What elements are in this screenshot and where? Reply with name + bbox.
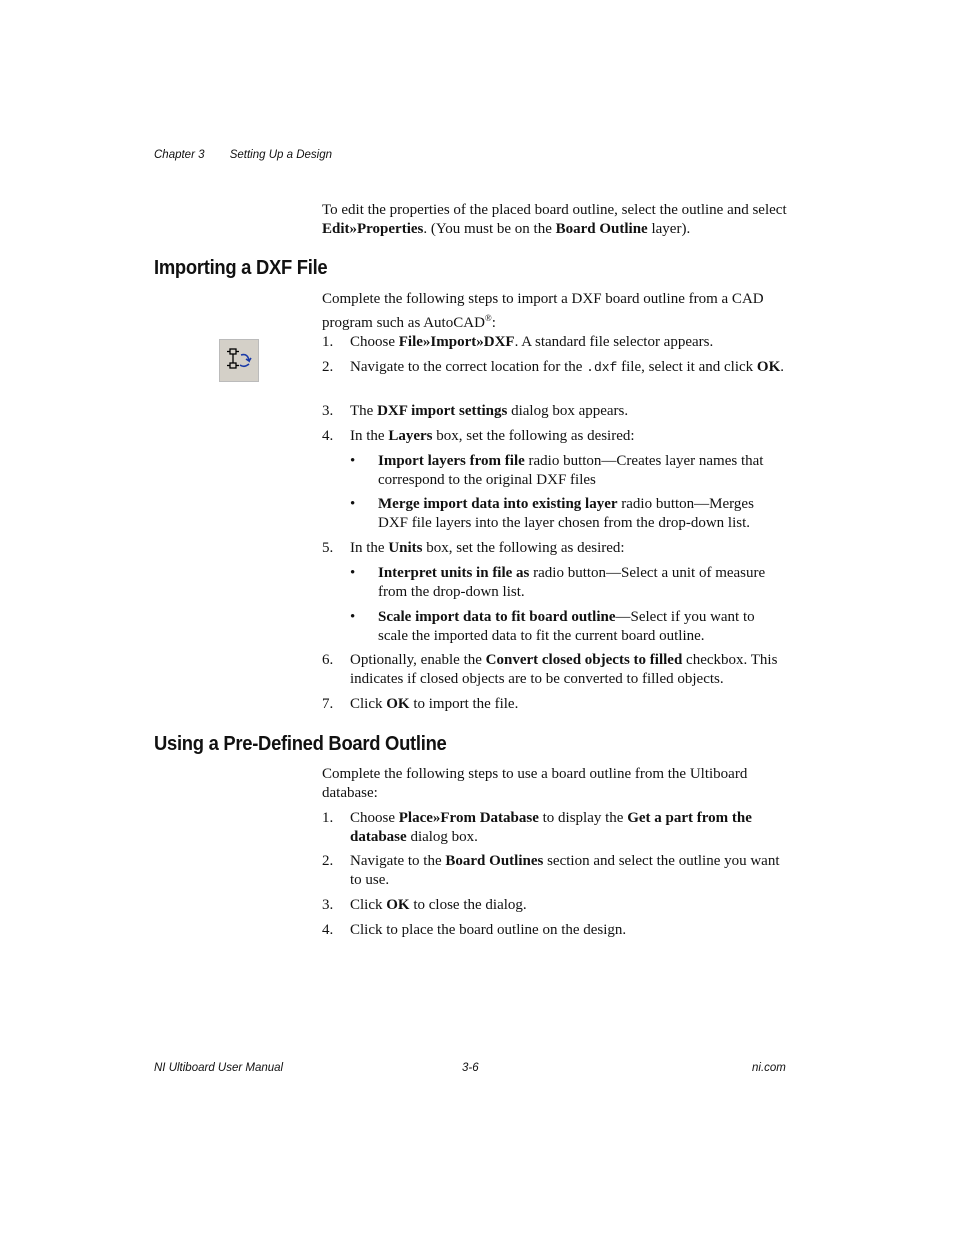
intro-paragraph xyxy=(322,201,787,239)
step-text: In the xyxy=(350,428,389,444)
step-text: to display the xyxy=(538,810,628,826)
step-text: dialog box. xyxy=(406,829,478,845)
step-text: . A standard file selector appears. xyxy=(514,334,714,350)
option-desc: —Select if you want to scale the imported data to fit the current board outline. xyxy=(378,609,755,644)
step-text: . xyxy=(780,359,784,375)
step-text: The xyxy=(350,403,378,419)
dxf-step-1 xyxy=(322,333,787,352)
dialog-name: Get a part from the database xyxy=(350,810,752,845)
option-desc: radio button—Creates layer names that correspond to the original DXF files xyxy=(378,453,764,488)
predef-heading: Using a Pre-Defined Board Outline xyxy=(154,733,447,755)
step-text: Click to place the board outline on the design. xyxy=(350,922,627,938)
button-name: OK xyxy=(386,696,410,712)
step-text: Navigate to the xyxy=(350,853,446,869)
step-number: 4. xyxy=(322,428,334,444)
step-number: 1. xyxy=(322,334,334,350)
file-extension: .dxf xyxy=(586,360,618,375)
step-text: In the xyxy=(350,540,389,556)
option-name: Scale import data to fit board outline xyxy=(378,609,616,625)
option-name: Interpret units in file as xyxy=(378,565,530,581)
dxf-step-7 xyxy=(322,695,787,714)
option-desc: radio button—Merges DXF file layers into the layer chosen from the drop-down list. xyxy=(378,496,754,531)
step-text: Click xyxy=(350,897,387,913)
step-number: 3. xyxy=(322,403,334,419)
intro-text-3: layer). xyxy=(647,221,691,237)
units-bullet-2 xyxy=(350,608,787,646)
section-name: Board Outlines xyxy=(445,853,544,869)
footer-page-number: 3-6 xyxy=(462,1062,479,1074)
step-text: Click xyxy=(350,696,387,712)
dxf-step-6 xyxy=(322,651,787,689)
step-number: 1. xyxy=(322,810,334,826)
step-number: 3. xyxy=(322,897,334,913)
checkbox-name: Convert closed objects to filled xyxy=(485,652,683,668)
step-text: to close the dialog. xyxy=(409,897,527,913)
units-bullet-1 xyxy=(350,564,787,602)
footer-manual-title: NI Ultiboard User Manual xyxy=(154,1062,284,1074)
step-text: section and select the outline you want to use. xyxy=(350,853,780,888)
registered-mark: ® xyxy=(484,313,492,323)
predef-step-1 xyxy=(322,809,787,847)
option-name: Import layers from file xyxy=(378,453,525,469)
layers-bullet-2 xyxy=(350,495,787,533)
intro-bold-1: Edit»Properties xyxy=(322,221,424,237)
step-number: 6. xyxy=(322,652,334,668)
menu-path: File»Import»DXF xyxy=(398,334,515,350)
dxf-heading: Importing a DXF File xyxy=(154,257,328,279)
running-header xyxy=(154,149,332,161)
predef-step-3 xyxy=(322,896,787,915)
predef-intro: Complete the following steps to use a board outline from the Ultiboard database: xyxy=(322,766,748,801)
footer-site-link[interactable]: ni.com xyxy=(752,1062,786,1074)
step-number: 2. xyxy=(322,853,334,869)
step-number: 7. xyxy=(322,696,334,712)
step-text: box, set the following as desired: xyxy=(432,428,635,444)
dxf-intro xyxy=(322,290,787,333)
bullet-mark: • xyxy=(350,609,356,625)
step-text: box, set the following as desired: xyxy=(422,540,625,556)
menu-path: Place»From Database xyxy=(398,810,539,826)
step-text: Navigate to the correct location for the xyxy=(350,359,587,375)
layers-bullet-1 xyxy=(350,452,787,490)
chapter-label: Chapter 3 xyxy=(154,149,205,161)
dxf-step-5 xyxy=(322,539,787,558)
step-text: file, select it and click xyxy=(617,359,757,375)
dxf-intro-text: Complete the following steps to import a DXF board outline from a CAD program such as AutoCAD xyxy=(322,291,764,331)
button-name: OK xyxy=(756,359,781,375)
box-name: Layers xyxy=(388,428,433,444)
predef-step-2 xyxy=(322,852,787,890)
predef-step-4 xyxy=(322,921,787,940)
bullet-mark: • xyxy=(350,453,356,469)
step-text: checkbox. This indicates if closed objects are to be converted to filled objects. xyxy=(350,652,778,687)
dxf-import-icon xyxy=(219,339,259,382)
bullet-mark: • xyxy=(350,565,356,581)
dxf-intro-colon: : xyxy=(491,315,496,331)
step-text: Choose xyxy=(350,810,399,826)
step-text: Choose xyxy=(350,334,399,350)
intro-text-2: . (You must be on the xyxy=(423,221,556,237)
dxf-step-3 xyxy=(322,402,787,421)
step-text: to import the file. xyxy=(409,696,519,712)
option-desc: radio button—Select a unit of measure from the drop-down list. xyxy=(378,565,766,600)
step-number: 4. xyxy=(322,922,334,938)
button-name: OK xyxy=(386,897,410,913)
box-name: Units xyxy=(388,540,423,556)
dxf-step-2 xyxy=(322,358,787,377)
option-name: Merge import data into existing layer xyxy=(378,496,618,512)
step-text: dialog box appears. xyxy=(507,403,629,419)
section-label: Setting Up a Design xyxy=(229,149,333,161)
intro-text-1: To edit the properties of the placed board outline, select the outline and select xyxy=(322,202,787,218)
step-text: Optionally, enable the xyxy=(350,652,486,668)
dxf-step-4 xyxy=(322,427,787,446)
dialog-name: DXF import settings xyxy=(377,403,508,419)
intro-bold-2: Board Outline xyxy=(555,221,648,237)
step-number: 5. xyxy=(322,540,334,556)
bullet-mark: • xyxy=(350,496,356,512)
step-number: 2. xyxy=(322,359,334,375)
